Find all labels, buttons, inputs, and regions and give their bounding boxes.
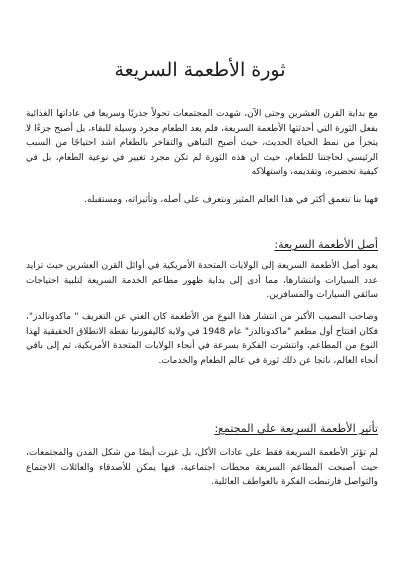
section-heading-origin: أصل الأطعمة السريعة: [274, 238, 378, 251]
intro-closing-paragraph: فهيا بنا نتعمق أكثر في هذا العالم المثير ونتعرف على أصله، وتأثيراته، ومستقبله. [84, 195, 378, 205]
origin-paragraph-2: وصاحب النصيب الأكبر من انتشار هذا النوع من الأطعمة كان الغني عن التعريف " ماكدونالدز"، فكان افتتاح أول مطعم "ماكدونالدز" عام 1948 في ولاية كاليفورنيا نقطة الانطلاق الحقيقية لهذا النوع من المطاعم، وانتشرت الفكرة بسرعة في أنحاء الولايات المتحدة الأمريكية، ثم إلى باقي أنحاء العالم، ناتجا عن ذلك ثورة في عالم الطعام والخدمات. [26, 312, 379, 366]
section-heading-impact: تأثير الأطعمة السريعة على المجتمع: [214, 422, 378, 435]
impact-paragraph: لم تؤثر الأطعمة السريعة فقط على عادات الأكل، بل غيرت أيضًا من شكل المدن والمجتمعات، حيث أصبحت المطاعم السريعة محطات اجتماعية، فيها يمكن للأصدقاء والعائلات الاجتماع والتواصل فارتبطت الفكرة بالعواطف العائلية. [26, 448, 378, 487]
origin-paragraph-1: يعود أصل الأطعمة السريعة إلى الولايات المتحدة الأمريكية في أوائل القرن العشرين حيث تزايد عدد السيارات وانتشارها، مما أدى إلى بداية ظهور مطاعم الخدمة السريعة لتلبية احتياجات سائقي السيارات والمسافرين. [26, 261, 378, 300]
intro-paragraph: مع بداية القرن العشرين وحتى الآن، شهدت المجتمعات تحولاً جذريًا وسريعا في عاداتها الغذائية بفعل الثورة التي أحدثتها الأطعمة السريعة، فلم يعد الطعام مجرد وسيلة للبقاء، بل أصبح جزءًا لا يتجزأ من نمط الحياة الحديث، حيث أصبح التباهي والتفاخر بالطعام اشد احتياجًا من السبب الرئيسي لحاجتنا للطعام، حيث ان هذه الثورة لم تكن مجرد تغيير في نوعية الطعام، بل في كيفية تحضيره، وتقديمه، واستهلاكه [26, 109, 378, 177]
page-title: ثورة الأطعمة السريعة [114, 59, 286, 81]
